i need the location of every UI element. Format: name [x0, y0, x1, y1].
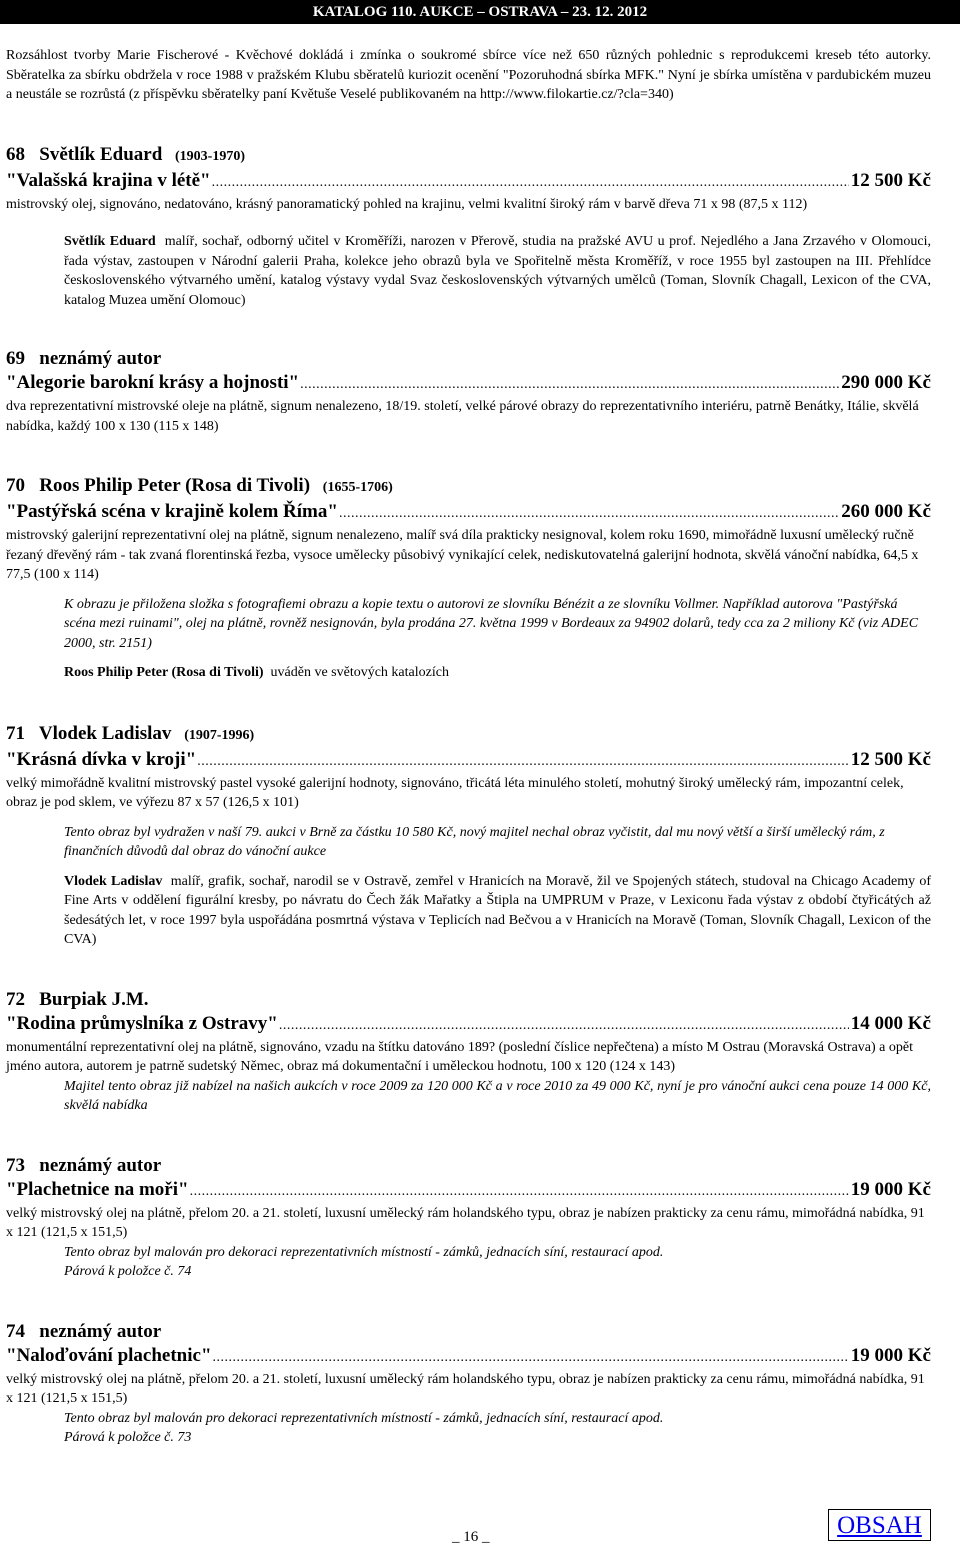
- lot-description: velký mimořádně kvalitní mistrovský pastel vysoké galerijní hodnoty, signováno, třicátá léta minulého století, mohutný široký umělecký rám, impozantní celek, obraz je pod sklem, ve výřezu 87 x 57 (126,5 x 101): [6, 775, 904, 810]
- lot-number: 68: [6, 143, 25, 165]
- lot-price: 14 000 Kč: [850, 1012, 931, 1034]
- leader-dots: [279, 1014, 849, 1038]
- lot-price: 12 500 Kč: [850, 748, 931, 770]
- lot-price: 12 500 Kč: [850, 169, 931, 191]
- lot-description: velký mistrovský olej na plátně, přelom 20. a 21. století, luxusní umělecký rám holandského typu, obraz je nabízen prakticky za cenu rámu, mimořádná nabídka, 91 x 121 (121,5 x 151,5): [6, 1371, 925, 1406]
- lot-number: 69: [6, 348, 25, 369]
- lot-price: 19 000 Kč: [850, 1344, 931, 1366]
- bio-name: Vlodek Ladislav: [64, 873, 163, 889]
- lot-author: neznámý autor: [39, 1320, 162, 1342]
- lot-description: mistrovský olej, signováno, nedatováno, krásný panoramatický pohled na krajinu, velmi kvalitní široký rám v barvě dřeva 71 x 98 (87,5 x 112): [6, 196, 808, 212]
- lot-73: [6, 1154, 931, 1282]
- lot-heading: [6, 474, 931, 500]
- lot-description: mistrovský galerijní reprezentativní olej na plátně, signum nenalezeno, malíř svá díla prakticky nesignoval, kolem roku 1690, mimořádně luxusní umělecký ručně řezaný dřevěný rám - tak zvaná florentinská řezba, vysoce umělecky působivý vynikající celek, nediskutovatelná galerijní hodnota, skvělá vánoční nabídka, 64,5 x 77,5 (100 x 114): [6, 528, 919, 582]
- lot-title: "Pastýřská scéna v krajině kolem Říma": [6, 501, 338, 522]
- lot-72: [6, 988, 931, 1116]
- lot-number: 73: [6, 1154, 25, 1176]
- leader-dots: [190, 1180, 849, 1204]
- lot-author: Burpiak J.M.: [39, 988, 149, 1010]
- lot-title: "Krásná dívka v kroji": [6, 748, 197, 770]
- lot-author: Roos Philip Peter (Rosa di Tivoli): [39, 475, 311, 496]
- bio-name: Světlík Eduard: [64, 234, 156, 249]
- lot-heading: [6, 988, 931, 1012]
- lot-years: (1907-1996): [184, 727, 255, 743]
- obsah-link[interactable]: OBSAH: [828, 1509, 931, 1541]
- lot-title-line: [6, 1344, 931, 1370]
- bio-text: uváděn ve světových katalozích: [270, 665, 449, 680]
- lot-bio: [64, 872, 931, 950]
- bio-text: malíř, sochař, odborný učitel v Kroměříži, narozen v Přerově, studia na pražské AVU u prof. Nejedlého a Jana Zrzavého v Olomouci, řada výstav, zastoupen v Národní galerii Praha, kolekce jeho obrazů byla ve Spořitelně města Kroměříž, v roce 1955 byl zastoupen na III. Přehlídce československého výtvarného umění, katalog výstavy vydal Svaz československých výtvarných umělců (Toman, Slovník Chagall, Lexicon of the CVA, katalog Muzea umění Olomouc): [64, 234, 932, 308]
- leader-dots: [339, 502, 839, 526]
- lot-title-line: [6, 748, 931, 774]
- leader-dots: [300, 373, 839, 397]
- leader-dots: [197, 750, 849, 774]
- lot-description: monumentální reprezentativní olej na plátně, signováno, vzadu na štítku datováno 189? (poslední číslice nepřečtena) a místo M Ostrau (Moravská Ostrava) a opět jméno autora, autorem je patrně sudetský Němec, obraz má dokumentační i uměleckou hodnotu, 100 x 120 (124 x 143): [6, 1039, 913, 1074]
- lot-title: "Plachetnice na moři": [6, 1178, 189, 1200]
- lot-pair: Párová k položce č. 74: [64, 1264, 192, 1279]
- lot-author: Světlík Eduard: [39, 143, 163, 165]
- lot-number: 74: [6, 1320, 25, 1342]
- lot-number: 72: [6, 988, 25, 1010]
- lot-heading: [6, 143, 931, 169]
- bio-text: malíř, grafik, sochař, narodil se v Ostravě, zemřel v Hranicích na Moravě, žil ve Spojených státech, studoval na Chicago Academy of Fine Arts v oddělení figurální kresby, po návratu do Čech žák Mařatky a Štipla na UMPRUM v Praze, v Lexiconu řada výstav z období čtyřicátých až šedesátých let, v roce 1997 byla uspořádána posmrtná výstava v Teplicích nad Bečvou a v Hranicích na Moravě (Toman, Slovník Chagall, Lexicon of the CVA): [64, 873, 932, 947]
- catalog-page: [6, 24, 931, 1448]
- catalog-header: KATALOG 110. AUKCE – OSTRAVA – 23. 12. 2012: [0, 0, 960, 24]
- lot-title-line: [6, 1012, 931, 1038]
- lot-note: Majitel tento obraz již nabízel na našich aukcích v roce 2009 za 120 000 Kč a v roce 2010 za 49 000 Kč, nyní je pro vánoční aukci cena pouze 14 000 Kč, skvělá nabídka: [64, 1078, 931, 1113]
- lot-description: velký mistrovský olej na plátně, přelom 20. a 21. století, luxusní umělecký rám holandského typu, obraz je nabízen prakticky za cenu rámu, mimořádná nabídka, 91 x 121 (121,5 x 151,5): [6, 1205, 925, 1240]
- lot-description: dva reprezentativní mistrovské oleje na plátně, signum nenalezeno, 18/19. století, velké párové obrazy do reprezentativního interiéru, patrně Benátky, Itálie, skvělá nabídka, každý 100 x 130 (115 x 148): [6, 399, 919, 434]
- intro-paragraph: Rozsáhlost tvorby Marie Fischerové - Kvěchové dokládá i zmínka o soukromé sbírce více než 650 různých pohlednic s reprodukcemi kreseb této autorky. Sběratelka za sbírku obdržela v roce 1988 v pražském Klubu sběratelů kuriozit ocenění "Pozoruhodná sbírka MFK." Nyní je sbírka umístěna v pardubickém muzeu a neustále se rozrůstá (z příspěvku sběratelky paní Květuše Veselé publikovaném na http://www.filokartie.cz/?cla=340): [6, 48, 931, 102]
- lot-note: Tento obraz byl vydražen v naší 79. aukci v Brně za částku 10 580 Kč, nový majitel nechal obraz vyčistit, dal mu nový větší a širší umělecký rám, z finančních důvodů dal obraz do vánoční aukce: [64, 824, 885, 859]
- lot-note: Tento obraz byl malován pro dekoraci reprezentativních místností - zámků, jednacích síní, restaurací apod.: [64, 1244, 664, 1260]
- lot-author: Vlodek Ladislav: [38, 722, 172, 744]
- lot-title: "Valašská krajina v létě": [6, 169, 211, 191]
- lot-number: 70: [6, 475, 25, 496]
- bio-name: Roos Philip Peter (Rosa di Tivoli): [64, 665, 264, 680]
- lot-bio: [64, 232, 931, 310]
- lot-70: [6, 474, 931, 683]
- lot-price: 290 000 Kč: [841, 372, 931, 393]
- lot-title-line: [6, 169, 931, 195]
- lot-author: neznámý autor: [39, 348, 162, 369]
- lot-note: K obrazu je přiložena složka s fotografiemi obrazu a kopie textu o autorovi ze slovníku Bénézit a ze slovníku Vollmer. Například autorova "Pastýřská scéna mezi ruinami", olej na plátně, rovněž nesignován, byla prodána 27. května 1999 v Bordeaux za 94902 dolarů, tedy cca za 2 miliony Kč (viz ADEC 2000, str. 2151): [64, 596, 919, 651]
- lot-bio: [64, 663, 931, 683]
- lot-68: [6, 143, 931, 311]
- lot-author: neznámý autor: [39, 1154, 162, 1176]
- lot-title: "Alegorie barokní krásy a hojnosti": [6, 372, 300, 393]
- lot-number: 71: [6, 722, 25, 744]
- leader-dots: [213, 1346, 849, 1370]
- lot-title-line: [6, 500, 931, 526]
- lot-heading: [6, 1320, 931, 1344]
- lot-price: 19 000 Kč: [850, 1178, 931, 1200]
- lot-heading: [6, 347, 931, 371]
- lot-price: 260 000 Kč: [841, 501, 931, 522]
- lot-69: [6, 347, 931, 436]
- lot-74: [6, 1320, 931, 1448]
- lot-title-line: [6, 371, 931, 397]
- lot-title-line: [6, 1178, 931, 1204]
- lot-years: (1903-1970): [175, 148, 246, 164]
- lot-note: Tento obraz byl malován pro dekoraci reprezentativních místností - zámků, jednacích síní, restaurací apod.: [64, 1410, 664, 1426]
- lot-pair: Párová k položce č. 73: [64, 1430, 192, 1445]
- leader-dots: [212, 171, 849, 195]
- lot-71: [6, 722, 931, 950]
- lot-years: (1655-1706): [322, 480, 393, 495]
- lot-heading: [6, 722, 931, 748]
- page-number: _ 16 _: [452, 1529, 490, 1545]
- lot-title: "Rodina průmyslníka z Ostravy": [6, 1012, 278, 1034]
- lot-heading: [6, 1154, 931, 1178]
- lot-title: "Naloďování plachetnic": [6, 1344, 212, 1366]
